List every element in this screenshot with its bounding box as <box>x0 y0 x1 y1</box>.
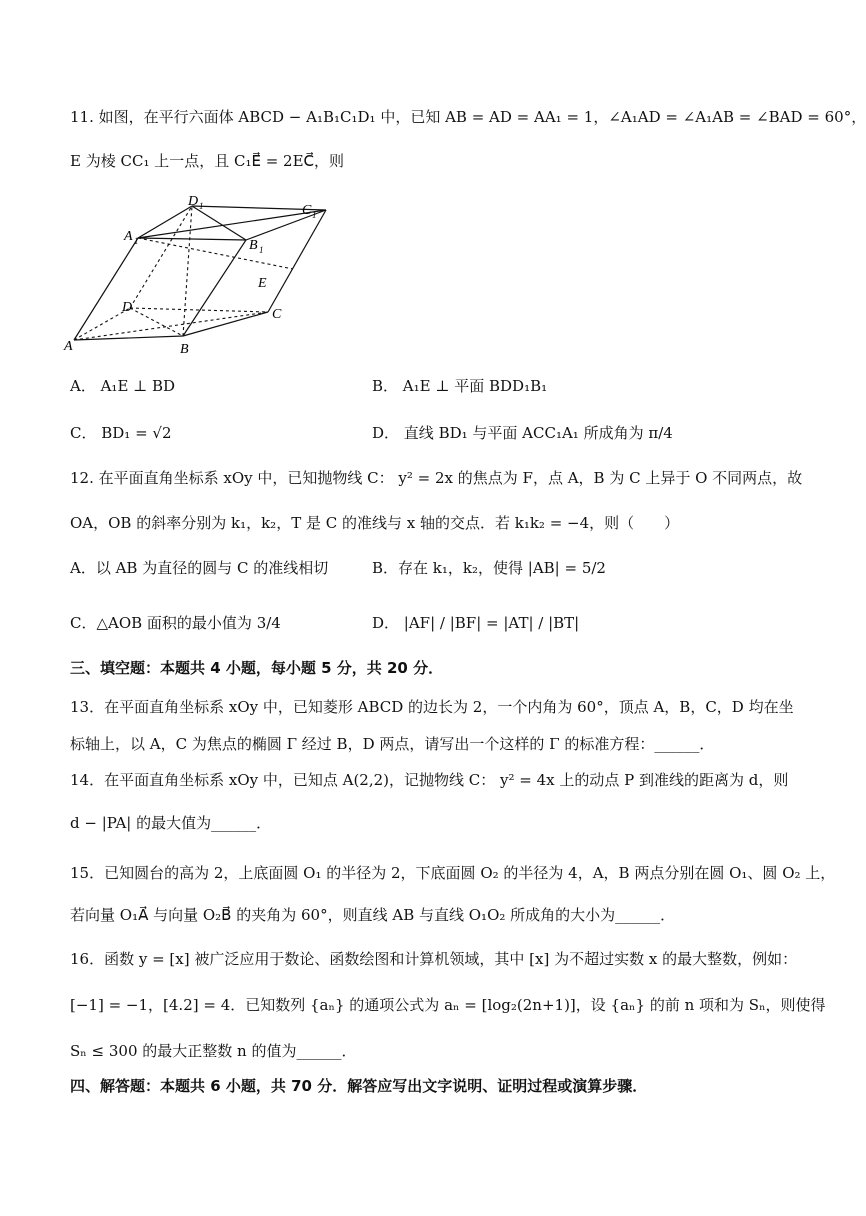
q12-option-c: C．△AOB 面积的最小值为 3/4 <box>70 614 281 632</box>
q12-stem-line1: 12. 在平面直角坐标系 xOy 中，已知抛物线 C： y² = 2x 的焦点为 F，点 A，B 为 C 上异于 O 不同两点，故 <box>70 469 803 487</box>
label-C1-sub: 1 <box>312 210 317 220</box>
label-D1: D <box>188 194 199 209</box>
label-A1-sub: 1 <box>134 236 139 246</box>
q13-stem-line2: 标轴上，以 A，C 为焦点的椭圆 Γ 经过 B，D 两点，请写出一个这样的 Γ 的标准方程：______． <box>70 735 715 753</box>
q11-option-a: A． A₁E ⊥ BD <box>70 377 176 395</box>
q11-option-b: B． A₁E ⊥ 平面 BDD₁B₁ <box>372 377 548 395</box>
q14-stem-line2: d − |PA| 的最大值为______． <box>70 814 272 832</box>
label-A1: A <box>124 229 133 244</box>
q11-stem-line1: 11. 如图，在平行六面体 ABCD − A₁B₁C₁D₁ 中，已知 AB = AD = AA₁ = 1，∠A₁AD = ∠A₁AB = ∠BAD = 60°， <box>70 108 866 126</box>
label-B: B <box>180 342 189 357</box>
q11-option-c: C． BD₁ = √2 <box>70 424 172 442</box>
section4-heading: 四、解答题：本题共 6 小题，共 70 分．解答应写出文字说明、证明过程或演算步骤． <box>70 1077 648 1095</box>
label-A: A <box>64 339 73 354</box>
q14-stem-line1: 14．在平面直角坐标系 xOy 中，已知点 A(2,2)，记抛物线 C： y² = 4x 上的动点 P 到准线的距离为 d，则 <box>70 771 789 789</box>
q12-option-d: D． |AF| / |BF| = |AT| / |BT| <box>372 614 580 632</box>
q15-stem-line1: 15．已知圆台的高为 2，上底面圆 O₁ 的半径为 2，下底面圆 O₂ 的半径为 4，A，B 两点分别在圆 O₁、圆 O₂ 上， <box>70 864 836 882</box>
parallelepiped-figure <box>64 190 348 360</box>
label-B1: B <box>249 238 258 253</box>
label-B1-sub: 1 <box>259 245 264 255</box>
q16-stem-line2: [−1] = −1，[4.2] = 4．已知数列 {aₙ} 的通项公式为 aₙ = [log₂(2n+1)]，设 {aₙ} 的前 n 项和为 Sₙ，则使得 <box>70 996 826 1014</box>
q12-stem-line2: OA，OB 的斜率分别为 k₁，k₂，T 是 C 的准线与 x 轴的交点．若 k₁k₂ = −4，则（ ） <box>70 514 680 532</box>
q16-stem-line3: Sₙ ≤ 300 的最大正整数 n 的值为______． <box>70 1042 357 1060</box>
section3-heading: 三、填空题：本题共 4 小题，每小题 5 分，共 20 分． <box>70 659 444 677</box>
q15-stem-line2: 若向量 O₁A⃗ 与向量 O₂B⃗ 的夹角为 60°，则直线 AB 与直线 O₁O₂ 所成角的大小为______． <box>70 906 676 924</box>
label-C1: C <box>302 203 312 218</box>
q12-option-a: A．以 AB 为直径的圆与 C 的准线相切 <box>70 559 329 577</box>
q11-stem-line2: E 为棱 CC₁ 上一点，且 C₁E⃗ = 2EC⃗，则 <box>70 152 345 170</box>
label-C: C <box>272 307 282 322</box>
label-D: D <box>122 300 133 315</box>
label-E: E <box>258 276 267 291</box>
q16-stem-line1: 16．函数 y = [x] 被广泛应用于数论、函数绘图和计算机领域，其中 [x] 为不超过实数 x 的最大整数，例如： <box>70 950 798 968</box>
q11-option-d: D． 直线 BD₁ 与平面 ACC₁A₁ 所成角为 π/4 <box>372 424 673 442</box>
q12-option-b: B．存在 k₁，k₂，使得 |AB| = 5/2 <box>372 559 606 577</box>
q13-stem-line1: 13．在平面直角坐标系 xOy 中，已知菱形 ABCD 的边长为 2，一个内角为 60°，顶点 A，B，C，D 均在坐 <box>70 698 794 716</box>
label-D1-sub: 1 <box>199 201 204 211</box>
